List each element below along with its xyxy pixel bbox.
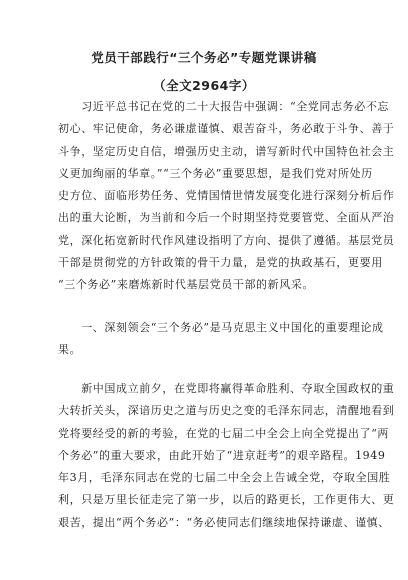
document-subtitle: （全文2964字） (153, 78, 255, 93)
text-line: 史方位、面临形势任务、党情国情世情发展变化进行深刻分析后作 (58, 189, 395, 203)
document-title: 党员干部践行“三个务必”专题党课讲稿 (91, 50, 317, 65)
section-heading (58, 317, 384, 362)
text-line: 一、深刻领会“三个务必”是马克思主义中国化的重要理论成 (58, 321, 384, 334)
text-line: 斗争，坚定历史自信，增强历史主动，谱写新时代中国特色社会主 (58, 144, 395, 158)
text-line: 大转折关头，深谙历史之道与历史之变的毛泽东同志，清醒地看到 (58, 404, 395, 418)
text-line: 初心、牢记使命，务必谦虚谨慎、艰苦奋斗，务必敢于斗争、善于 (58, 122, 395, 136)
text-line: 新中国成立前夕，在党即将赢得革命胜利、夺取全国政权的重 (58, 382, 395, 395)
paragraph-history (58, 378, 395, 534)
text-line: 出的重大论断，为当前和今后一个时期坚持党要管党、全面从严治 (58, 211, 395, 225)
text-line: 党，深化拓宽新时代作风建设指明了方向、提供了遵循。基层党员 (58, 233, 395, 247)
text-line: 果。 (58, 343, 82, 357)
text-line: 习近平总书记在党的二十大报告中强调：“全党同志务必不忘 (58, 100, 390, 113)
text-line: 利，只是万里长征走完了第一步，以后的路更长，工作更伟大、更 (58, 493, 395, 507)
text-line: 艰苦，提出“两个务必”：“务必使同志们继续地保持谦虚、谨慎、 (58, 515, 390, 529)
text-line: 义更加绚丽的华章。”“三个务必”重要思想，是我们党对所处历 (58, 166, 373, 180)
text-line: 年3月，毛泽东同志在党的七届二中全会上告诫全党，夺取全国胜 (58, 471, 391, 485)
text-line: 干部是贯彻党的方针政策的骨干力量，是党的执政基石，更要用 (58, 256, 383, 270)
text-line: “三个务必”来磨炼新时代基层党员干部的新风采。 (58, 278, 315, 292)
paragraph-intro (58, 96, 395, 297)
text-line: 党将要经受的新的考验，在党的七届二中全会上向全党提出了“两 (58, 426, 390, 440)
text-line: 个务必”的重大要求，由此开始了“进京赶考”的艰辛路程。1949 (58, 448, 386, 462)
